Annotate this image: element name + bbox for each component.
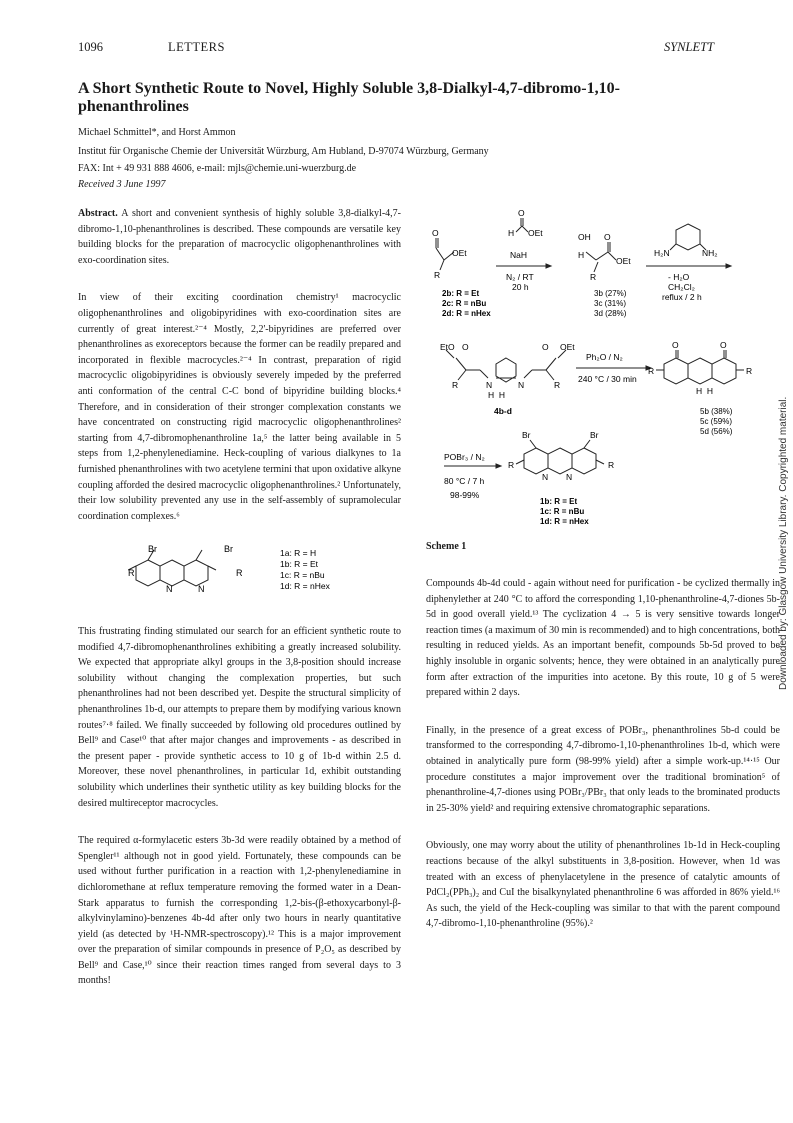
- reagent-80c: 80 °C / 7 h: [444, 476, 485, 486]
- atom-r-2: R: [434, 270, 441, 280]
- atom-hh-5: H H: [696, 386, 713, 396]
- compound-4: 4b-d: [494, 406, 512, 416]
- paragraph-heck: Obviously, one may worry about the utility of phenanthrolines 1b-1d in Heck-coupling reactions because of the alkyl substituents in 3,8-position. However, when 1d was treated with an excess of phenylacetylene in the presence of catalytic amounts of PdCl₂(PPh₃)₂ and CuI the bisalkynylated phenanthroline 6 was afforded in 86% yield.¹⁶ As such, the yield of the Heck-coupling was similar to that with the parent compound 4,7-dibromo-1,10-phenanthroline (95%).²: [426, 840, 780, 930]
- received-date: Received 3 June 1997: [78, 179, 166, 190]
- compound-2d: 2d: R = nHex: [442, 309, 491, 318]
- reagent-ch2cl2: CH₂Cl₂: [668, 282, 695, 292]
- affiliation: Institut für Organische Chemie der Universität Würzburg, Am Hubland, D-97074 Würzburg, Germany: [78, 146, 489, 157]
- paper-title: A Short Synthetic Route to Novel, Highly Soluble 3,8-Dialkyl-4,7-dibromo-1,10-phenanthrolines: [78, 80, 620, 115]
- atom-n-1a: N: [542, 472, 549, 482]
- compound-1c-product: 1c: R = nBu: [540, 507, 585, 516]
- n-label-left: N: [166, 584, 173, 594]
- compound-1b-product: 1b: R = Et: [540, 497, 578, 506]
- compound-3b: 3b (27%): [594, 289, 627, 298]
- left-column-continued: [78, 624, 401, 989]
- atom-eto-4: EtO: [440, 342, 455, 352]
- atom-n-4b: N: [518, 380, 525, 390]
- contact-info: FAX: Int + 49 931 888 4606, e-mail: mjls@chemie.uni-wuerzburg.de: [78, 163, 357, 174]
- journal-section: LETTERS: [168, 40, 225, 54]
- n-label-right: N: [198, 584, 205, 594]
- atom-o-5a: O: [672, 340, 679, 350]
- atom-o-4b: O: [542, 342, 549, 352]
- compound-5d: 5d (56%): [700, 427, 733, 436]
- compound-1-structure: [128, 544, 398, 616]
- atom-br-1a: Br: [522, 430, 531, 440]
- paragraph-required: The required α-formylacetic esters 3b-3d were readily obtained by a method of Spengler¹¹ although not in good yield. Fortunately, these compounds can be used without further purification in a reaction with 1,2-phenylenediamine in dichloromethane at reflux temperature removing the formed water in a Dean-Stark apparatus to furnish the corresponding 1,2-bis-(β-ethoxycarbonyl-β-alkylvinylamino)-benzenes 4b-4d after only two hours in nearly quantitative yield (as detected by ¹H-NMR-spectroscopy).¹² This is a major improvement over the preparation of similar compounds in presence of P₂O₅ as described by Bell⁹ and Case,¹⁰ since their reaction times ranged from several days to 3 months!: [78, 835, 401, 987]
- compound-1b: 1b: R = Et: [280, 559, 319, 569]
- abstract-text: A short and convenient synthesis of highly soluble 3,8-dialkyl-4,7-dibromo-1,10-phenanthrolines is described. These compounds are versatile key building blocks for the preparation of macrocyclic oligophenanthrolines with exo-coordination sites.: [78, 208, 401, 266]
- atom-r-5a: R: [648, 366, 655, 376]
- br-label-right: Br: [224, 544, 233, 554]
- reagent-n2-rt: N₂ / RT: [506, 272, 534, 282]
- reagent-reflux: reflux / 2 h: [662, 292, 702, 302]
- atom-oet-3: OEt: [616, 256, 631, 266]
- atom-o-2: O: [432, 228, 439, 238]
- atom-h-formate: H: [508, 228, 515, 238]
- paragraph-intro: In view of their exciting coordination chemistry¹ macrocyclic oligophenanthrolines and oligobipyridines with exo-coordination sites are currently of great interest.²⁻⁴ Mostly, 2,2'-bipyridines are preferred over phenanthrolines as exoreceptors because the former can be readily prepared and incorporated in flexible macrocycles.²⁻⁴ In contrast, preparation of rigid macrocyclic oligobipyridines is obviously severely impeded by the preferred anti conformation of the central C-C bond of bipyridine building blocks.⁴ Therefore, and in consideration of their stronger complexation constants we have concentrated on constructing rigid macrocyclic oligophenanthrolines² starting from 4,7-dibromophenanthroline 1a,⁵ the latter being available in 5 steps from 1,2-phenylenediamine. Heck-coupling of various dialkynes to 1a furnished phenanthrolines with two acetylene termini that upon oxidative alkyne coupling afforded the desired macrocyclic oligophenanthrolines.² Unfortunately, their low solubility prevented any use in the self-assembly of supramolecular coordination complexes.⁶: [78, 292, 401, 522]
- atom-oh-3: OH: [578, 232, 591, 242]
- paragraph-cyclization: Compounds 4b-4d could - again without need for purification - be cyclized thermally in diphenylether at 240 °C to afford the corresponding 1,10-phenanthroline-4,7-diones 5b-5d in good overall yield.¹³ The cyclization 4 → 5 is very sensitive towards longer reaction times (a maximum of 30 min is recommended) and to high concentrations, both resulting in reduced yields. As an important benefit, compounds 5b-5d proved to be highly insoluble in organic solvents; hence, they were obtained in an analytically pure form after extraction of the impurities into acetone. By this route, 10 g of 5 were prepared within 2 days.: [426, 578, 780, 699]
- atom-n-1b: N: [566, 472, 573, 482]
- atom-o-4a: O: [462, 342, 469, 352]
- reagent-pobr3: POBr₃ / N₂: [444, 452, 485, 462]
- abstract: [78, 206, 401, 268]
- paragraph-frustrating: This frustrating finding stimulated our search for an efficient synthetic route to modified 4,7-dibromophenanthrolines exhibiting a greatly increased solubility. We expected that appropriate alkyl groups in the 3,8-position should increase solubility without changing the complexation properties, but such phenanthrolines had not been described yet. Despite the structural simplicity of phenanthrolines 1b-d, our attempts to prepare them by modifying various known routes⁷·⁸ failed. We finally succeeded by following old procedures outlined by Bell⁹ and Case¹⁰ that after major changes and improvements - as described in the present paper - provide synthetic access to 10 g of 1b-d within 2.5 d. Moreover, these novel phenanthrolines, in particular 1d, exhibit outstanding solubility which underlines their synthetic utility as key building blocks for the desired multireceptor macrocycles.: [78, 626, 401, 809]
- scheme-1: [426, 208, 780, 538]
- journal-name: SYNLETT: [663, 40, 714, 54]
- atom-o-3: O: [604, 232, 611, 242]
- download-watermark: Downloaded by: Glasgow University Library. Copyrighted material.: [778, 396, 789, 690]
- atom-nh2: NH₂: [702, 248, 718, 258]
- compound-1d: 1d: R = nHex: [280, 581, 330, 591]
- compound-5b: 5b (38%): [700, 407, 733, 416]
- left-column: [78, 206, 401, 524]
- atom-h-3: H: [578, 250, 585, 260]
- authors: Michael Schmittel*, and Horst Ammon: [78, 127, 236, 138]
- reagent-yield: 98-99%: [450, 490, 480, 500]
- compound-1c: 1c: R = nBu: [280, 570, 325, 580]
- reagent-nah: NaH: [510, 250, 528, 260]
- reagent-h2o: - H₂O: [668, 272, 690, 282]
- page-number: 1096: [78, 40, 103, 54]
- atom-r-1b: R: [608, 460, 615, 470]
- atom-oet-formate: OEt: [528, 228, 543, 238]
- r-label-right: R: [236, 568, 243, 578]
- paragraph-bromination: Finally, in the presence of a great excess of POBr₃, phenanthrolines 5b-d could be transformed to the corresponding 4,7-dibromo-1,10-phenanthrolines 1b-d, which were obtained in analytically pure form (98-99% yield) after a simple work-up.¹⁴·¹⁵ Our procedure constitutes a major improvement over the traditional bromination⁵ of phenanthroline-4,7-diones using POBr₃/PBr₃ that only leads to the brominated products in 25-30% yield² and requiring extensive chromatographic separations.: [426, 724, 780, 814]
- abstract-label: Abstract.: [78, 208, 118, 219]
- atom-r-4b: R: [554, 380, 561, 390]
- reagent-240c: 240 °C / 30 min: [578, 374, 637, 384]
- atom-o-formate: O: [518, 208, 525, 218]
- atom-r-4a: R: [452, 380, 459, 390]
- scheme-caption: Scheme 1: [426, 541, 467, 552]
- compound-5c: 5c (59%): [700, 417, 733, 426]
- compound-1a: 1a: R = H: [280, 548, 317, 558]
- atom-oet-4: OEt: [560, 342, 575, 352]
- atom-oet-2: OEt: [452, 248, 467, 258]
- compound-1d-product: 1d: R = nHex: [540, 517, 589, 526]
- atom-h2n: H₂N: [654, 248, 670, 258]
- r-label-left: R: [128, 568, 135, 578]
- compound-2b: 2b: R = Et: [442, 289, 480, 298]
- compound-2c: 2c: R = nBu: [442, 299, 487, 308]
- atom-o-5b: O: [720, 340, 727, 350]
- reagent-20h: 20 h: [512, 282, 529, 292]
- atom-r-1a: R: [508, 460, 515, 470]
- compound-3c: 3c (31%): [594, 299, 627, 308]
- compound-3d: 3d (28%): [594, 309, 627, 318]
- reagent-ph2o: Ph₂O / N₂: [586, 352, 623, 362]
- br-label-left: Br: [148, 544, 157, 554]
- atom-r-5b: R: [746, 366, 753, 376]
- atom-hh-4: H H: [488, 390, 505, 400]
- atom-br-1b: Br: [590, 430, 599, 440]
- atom-n-4a: N: [486, 380, 493, 390]
- right-column: [426, 576, 780, 932]
- atom-r-3: R: [590, 272, 597, 282]
